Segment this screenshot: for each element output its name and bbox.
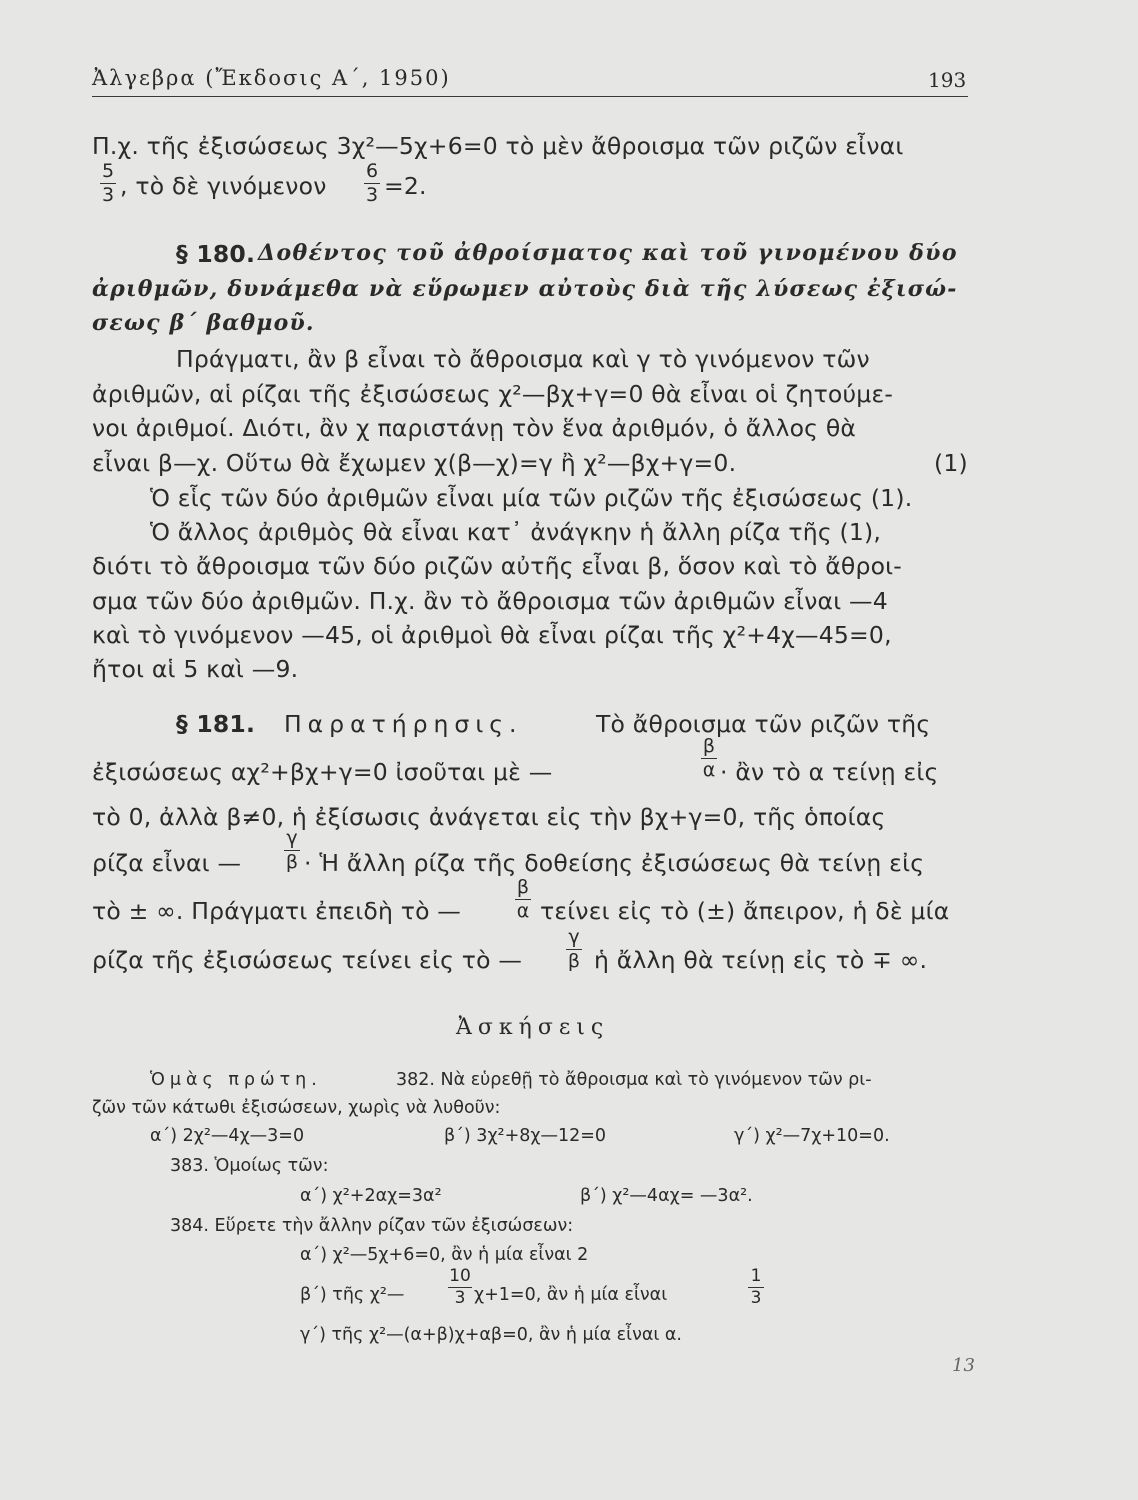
fraction-numerator: 5 [101,160,115,182]
section-181-line-6a: ρίζα τῆς ἐξισώσεως τείνει εἰς τὸ — [92,946,523,974]
fraction-numerator: γ [568,926,580,948]
exercise-384-b-part-1: β΄) τῆς χ²— [300,1285,405,1305]
fraction-numerator: 10 [449,1266,471,1286]
fraction-beta-alpha [701,737,717,780]
equation-label: (1) [934,449,968,477]
section-180-line: Πράγματι, ἂν β εἶναι τὸ ἄθροισμα καὶ γ τὸ γινόμενον τῶν [176,345,870,373]
exercise-382-a: α΄) 2χ²—4χ—3=0 [150,1126,305,1146]
section-181-line-1: Τὸ ἄθροισμα τῶν ριζῶν τῆς [596,710,931,738]
section-180-line: Ὁ εἷς τῶν δύο ἀριθμῶν εἶναι μία τῶν ριζῶν τῆς ἐξισώσεως (1). [150,484,913,512]
fraction-denominator: β [285,851,299,873]
fraction-numerator: 1 [750,1266,762,1286]
fraction-denominator: 3 [101,184,115,206]
section-180-line: σμα τῶν δύο ἀριθμῶν. Π.χ. ἂν τὸ ἄθροισμα τῶν ἀριθμῶν εἶναι —4 [92,587,888,615]
fraction-denominator: α [702,759,716,781]
section-180-line: καὶ τὸ γινόμενον —45, οἱ ἀριθμοὶ θὰ εἶναι ρίζαι τῆς χ²+4χ—45=0, [92,621,892,649]
fraction-10-3 [448,1268,472,1307]
exercise-384-c: γ΄) τῆς χ²—(α+β)χ+αβ=0, ἂν ἡ μία εἶναι α. [300,1325,682,1345]
exercise-382-line-2: ζῶν τῶν κάτωθι ἐξισώσεων, χωρὶς νὰ λυθοῦν: [92,1098,501,1118]
header-rule [92,96,968,97]
section-180-number: § 180. [176,240,256,268]
fraction-gamma-beta [566,928,582,971]
exercise-383-a: α΄) χ²+2αχ=3α² [300,1186,442,1206]
section-180-line: ἀριθμῶν, αἱ ρίζαι τῆς ἐξισώσεως χ²—βχ+γ=0 θὰ εἶναι οἱ ζητούμε- [92,380,894,408]
fraction-5-3 [100,162,116,205]
intro-end: =2. [384,172,427,200]
intro-mid: , τὸ δὲ γινόμενον [120,172,327,200]
exercise-383-b: β΄) χ²—4αχ= —3α². [580,1186,753,1206]
fraction-denominator: 3 [365,184,379,206]
section-180-line: εἶναι β—χ. Οὕτω θὰ ἔχωμεν χ(β—χ)=γ ἢ χ²—βχ+γ=0. [92,449,737,477]
fraction-denominator: β [567,950,581,972]
section-181-number: § 181. [176,710,256,738]
section-181-line-5b: τείνει εἰς τὸ (±) ἄπειρον, ἡ δὲ μία [540,897,950,925]
fraction-denominator: 3 [454,1288,466,1308]
fraction-beta-alpha [515,878,531,921]
page-number: 193 [928,68,967,92]
exercise-382-b: β΄) 3χ²+8χ—12=0 [444,1126,607,1146]
exercise-382-line-1: 382. Νὰ εὑρεθῇ τὸ ἄθροισμα καὶ τὸ γινόμενον τῶν ρι- [396,1070,872,1090]
running-header: Ἀλγεβρα (Ἔκδοσις Α΄, 1950) [92,66,451,90]
fraction-1-3 [748,1268,764,1307]
exercises-heading: Ἀσκήσεις [456,1015,610,1040]
section-180-title-line-3: σεως β΄ βαθμοῦ. [92,310,315,336]
exercise-group-label: Ὁμὰς πρώτη. [150,1070,322,1090]
section-181-line-5a: τὸ ± ∞. Πράγματι ἐπειδὴ τὸ — [92,897,462,925]
signature-mark: 13 [952,1355,975,1376]
section-181-line-2b: · ἂν τὸ α τείνῃ εἰς [720,758,939,786]
section-180-line: διότι τὸ ἄθροισμα τῶν δύο ριζῶν αὐτῆς εἶναι β, ὅσον καὶ τὸ ἄθροι- [92,552,902,580]
section-181-line-4a: ρίζα εἶναι — [92,849,242,877]
section-181-line-6b: ἡ ἄλλη θὰ τείνῃ εἰς τὸ ∓ ∞. [594,946,928,974]
fraction-denominator: α [516,900,530,922]
fraction-numerator: β [516,876,530,898]
exercise-384-b-part-2: χ+1=0, ἂν ἡ μία εἶναι [474,1285,668,1305]
section-181-line-3: τὸ 0, ἀλλὰ β≠0, ἡ ἐξίσωσις ἀνάγεται εἰς τὴν βχ+γ=0, τῆς ὁποίας [92,803,886,831]
exercise-382-c: γ΄) χ²—7χ+10=0. [734,1126,890,1146]
exercise-384-a: α΄) χ²—5χ+6=0, ἂν ἡ μία εἶναι 2 [300,1245,589,1265]
section-181-line-4b: · Ἡ ἄλλη ρίζα τῆς δοθείσης ἐξισώσεως θὰ τείνῃ εἰς [304,849,925,877]
section-180-title-line-2: ἀριθμῶν, δυνάμεθα νὰ εὕρωμεν αὐτοὺς διὰ τῆς λύσεως ἐξισώ- [92,276,958,302]
fraction-numerator: γ [286,827,298,849]
exercise-384: 384. Εὕρετε τὴν ἄλλην ρίζαν τῶν ἐξισώσεων: [170,1216,574,1236]
section-180-title-line-1: Δοθέντος τοῦ ἀθροίσματος καὶ τοῦ γινομένου δύο [258,240,958,266]
section-180-line: ἤτοι αἱ 5 καὶ —9. [92,655,299,683]
fraction-numerator: 6 [365,160,379,182]
fraction-gamma-beta [284,829,300,872]
section-180-line: νοι ἀριθμοί. Διότι, ἂν χ παριστάνῃ τὸν ἕνα ἀριθμόν, ὁ ἄλλος θὰ [92,414,857,442]
fraction-numerator: β [702,735,716,757]
fraction-6-3 [364,162,380,205]
exercise-383: 383. Ὁμοίως τῶν: [170,1156,329,1176]
fraction-denominator: 3 [750,1288,762,1308]
intro-line-1: Π.χ. τῆς ἐξισώσεως 3χ²—5χ+6=0 τὸ μὲν ἄθροισμα τῶν ριζῶν εἶναι [92,132,904,160]
section-181-line-2a: ἐξισώσεως αχ²+βχ+γ=0 ἰσοῦται μὲ — [92,758,553,786]
section-181-title: Παρατήρησις. [284,710,523,738]
section-180-line: Ὁ ἄλλος ἀριθμὸς θὰ εἶναι κατ᾽ ἀνάγκην ἡ ἄλλη ρίζα τῆς (1), [150,518,882,546]
